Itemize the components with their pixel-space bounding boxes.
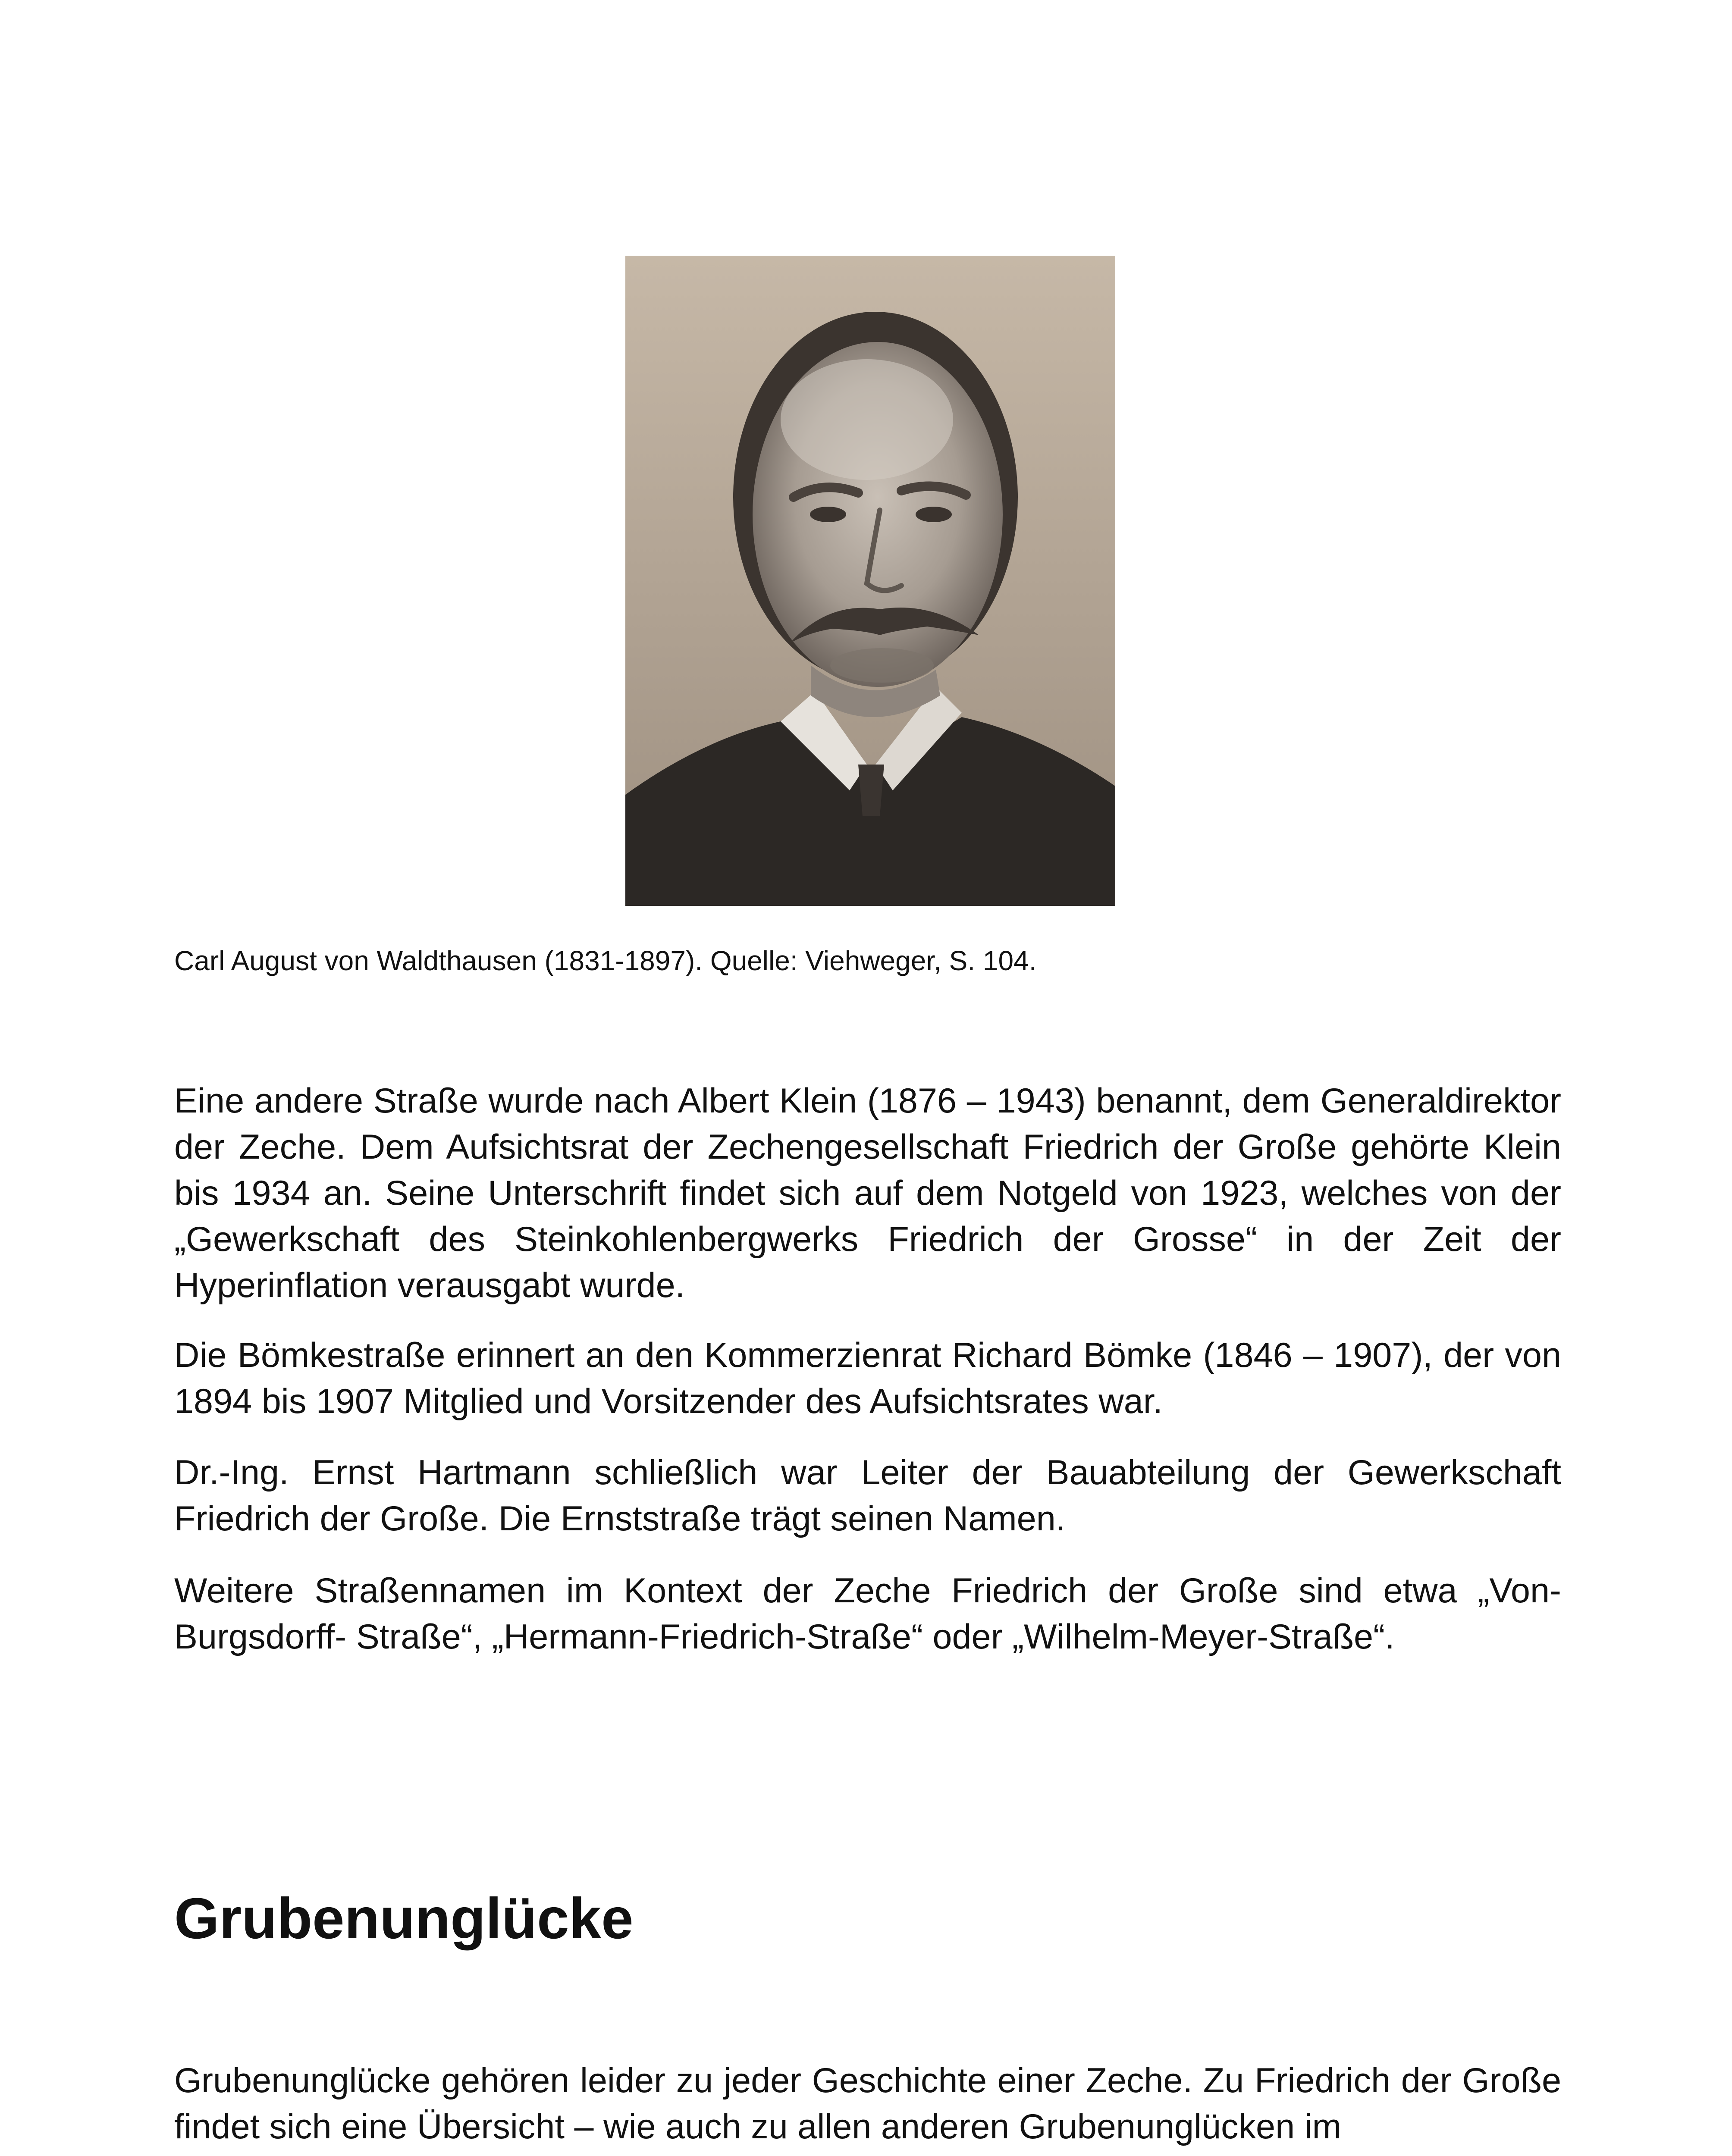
- figure-caption: Carl August von Waldthausen (1831-1897). Quelle: Viehweger, S. 104.: [174, 945, 1037, 976]
- paragraph-boemkestrasse: Die Bömkestraße erinnert an den Kommerzienrat Richard Bömke (1846 – 1907), der von 1894 bis 1907 Mitglied und Vorsitzender des Aufsichtsrates war.: [174, 1336, 1561, 1421]
- portrait-photo: [625, 256, 1115, 906]
- paragraph-weitere-strassennamen: Weitere Straßennamen im Kontext der Zeche Friedrich der Große sind etwa „Von-Burgsdorff- Straße“, „Hermann-Friedrich-Straße“ oder „Wilhelm-Meyer-Straße“.: [174, 1571, 1561, 1656]
- section-heading: Grubenunglücke: [174, 1887, 634, 1951]
- paragraph-albert-klein: Eine andere Straße wurde nach Albert Klein (1876 – 1943) benannt, dem Generaldirektor der Zeche. Dem Aufsichtsrat der Zechengesellschaft Friedrich der Große gehörte Klein bis 1934 an. Seine Unterschrift findet sich auf dem Notgeld von 1923, welches von der „Gewerkschaft des Steinkohlenbergwerks Friedrich der Grosse“ in der Zeit der Hyperinflation verausgabt wurde.: [174, 1081, 1561, 1305]
- paragraph-grubenunglucke: Grubenunglücke gehören leider zu jeder Geschichte einer Zeche. Zu Friedrich der Große findet sich eine Übersicht – wie auch zu allen anderen Grubenunglücken im: [174, 2061, 1561, 2146]
- paragraph-ernst-hartmann: Dr.-Ing. Ernst Hartmann schließlich war Leiter der Bauabteilung der Gewerkschaft Friedrich der Große. Die Ernststraße trägt seinen Namen.: [174, 1453, 1561, 1538]
- portrait-illustration: [625, 256, 1115, 906]
